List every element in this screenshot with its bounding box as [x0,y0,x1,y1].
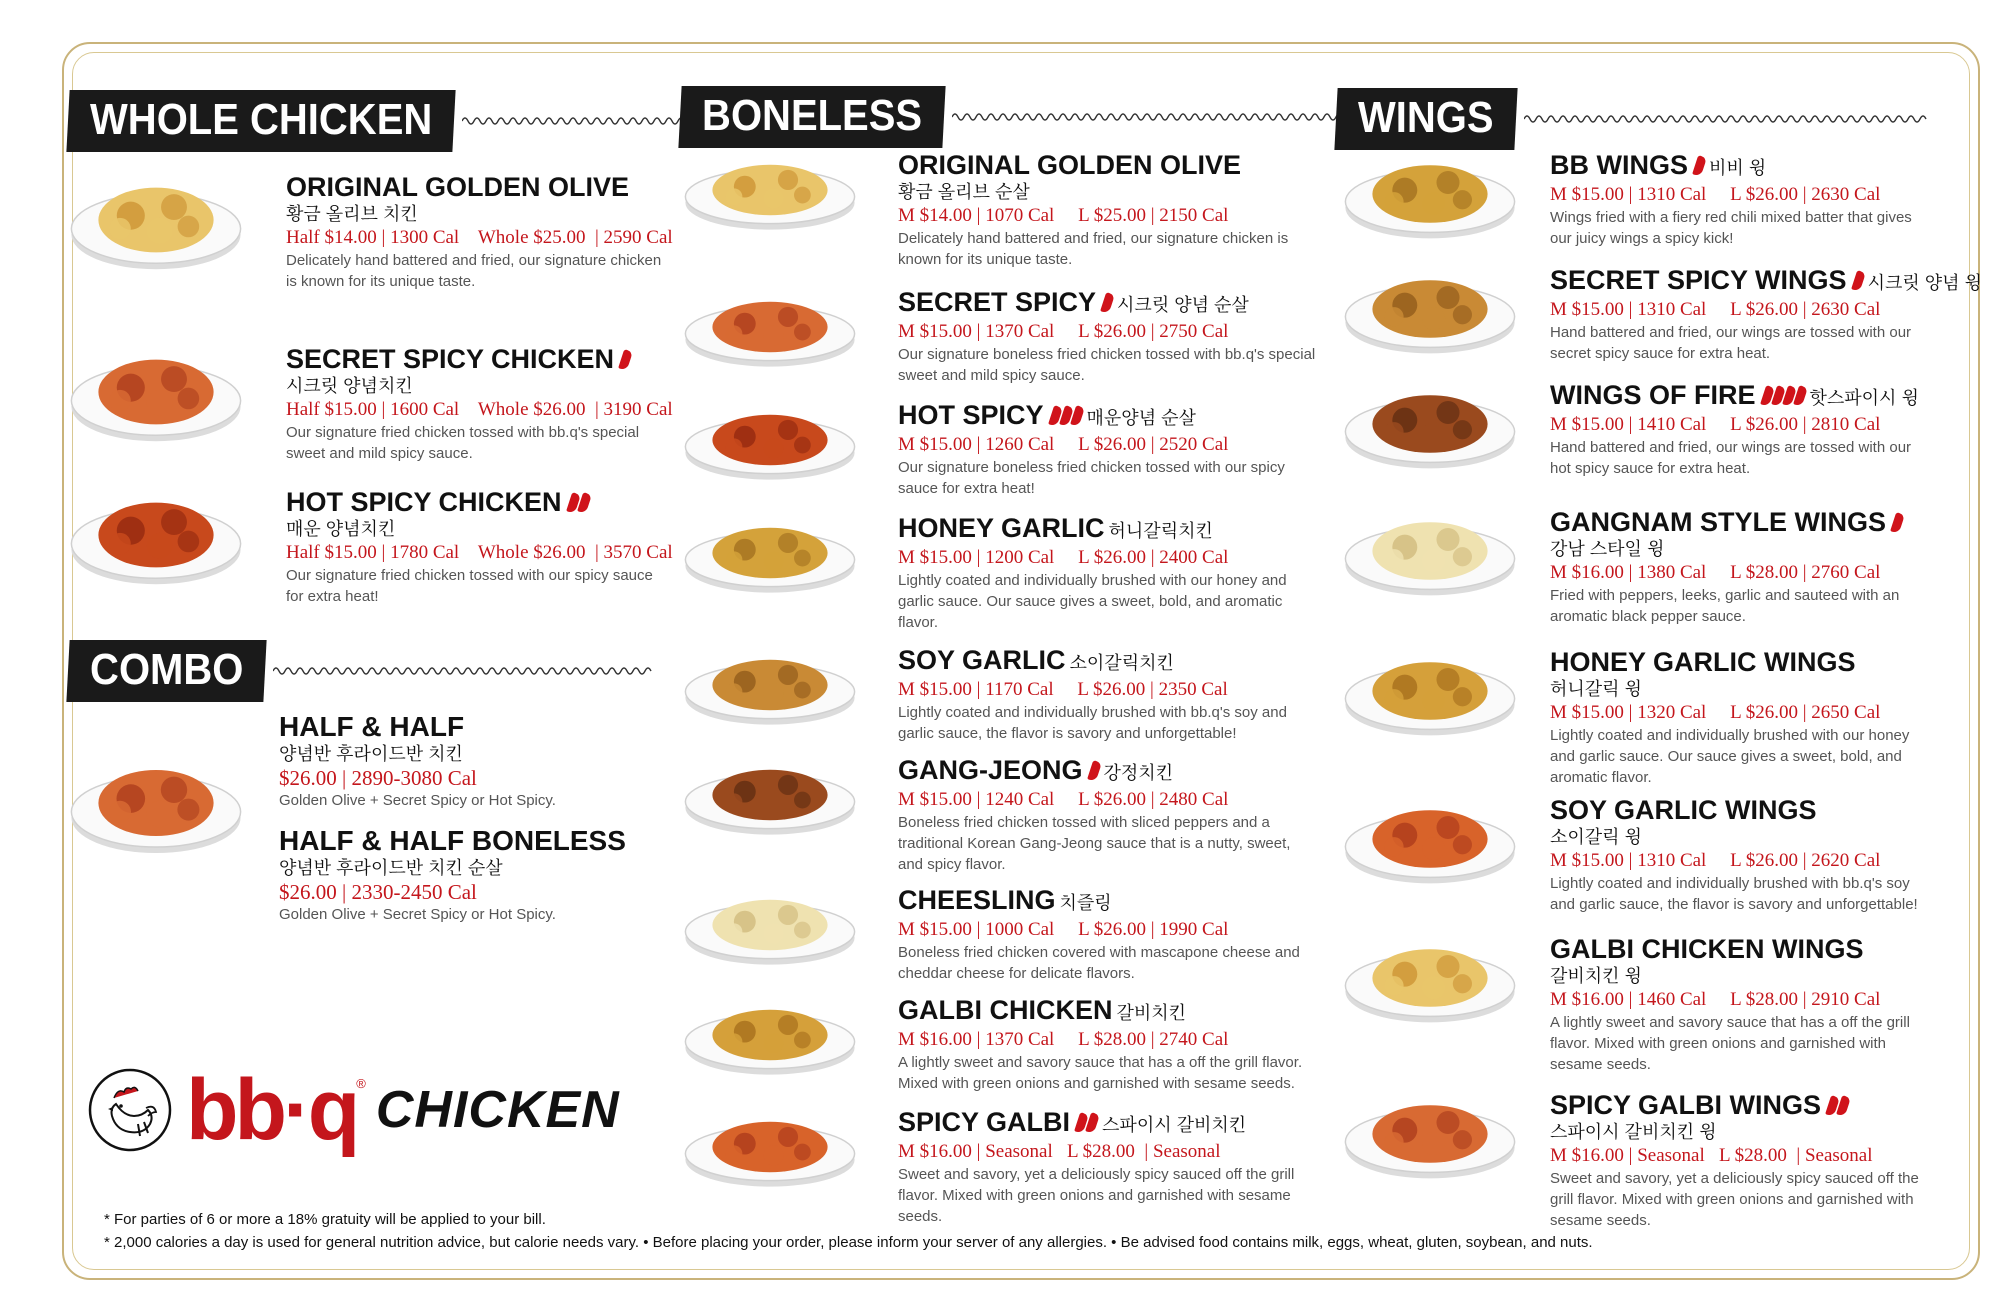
item-name-text: SPICY GALBI [898,1107,1071,1137]
wings-plate-image [1340,261,1520,357]
item-description: Golden Olive + Secret Spicy or Hot Spicy. [279,792,556,809]
item-name-text: SOY GARLIC WINGS [1550,795,1817,825]
item-name-text: CHEESLING [898,885,1056,915]
boneless-menu-item [898,150,1318,270]
wings-plate-image [1340,930,1520,1026]
item-name [898,150,1318,180]
item-korean-name: 양념반 후라이드반 치킨 [279,744,463,764]
boneless-menu-item [898,885,1318,984]
item-korean-name: 양념반 후라이드반 치킨 순살 [279,858,503,878]
item-price: M $15.00 | 1320 Cal L $26.00 | 2650 Cal [1550,702,1881,723]
item-korean-name: 갈비치킨 윙 [1550,966,1642,986]
item-description: Delicately hand battered and fried, our signature chicken is known for its unique taste. [286,252,662,290]
chili-pepper-icon [1694,150,1705,180]
item-korean-name: 매운 양념치킨 [286,519,396,539]
wings-menu-item [1550,1090,1920,1231]
item-name-text: WINGS OF FIRE [1550,380,1756,410]
item-name-text: HALF & HALF [279,711,465,742]
wings-plate-image [1340,643,1520,739]
whole-menu-item [286,344,673,464]
item-name-text: HOT SPICY CHICKEN [286,487,562,517]
item-description: Sweet and savory, yet a deliciously spicy sauced off the grill flavor. Mixed with green onions and garnished with sesame seeds. [898,1166,1295,1225]
squiggle-divider [1524,113,1934,125]
item-price: Half $15.00 | 1780 Cal Whole $26.00 | 3570 Cal [286,542,673,563]
item-korean-name: 강남 스타일 윙 [1550,539,1665,559]
item-price: $26.00 | 2330-2450 Cal [279,880,477,904]
item-description: Fried with peppers, leeks, garlic and sauteed with an aromatic black pepper sauce. [1550,587,1900,625]
item-name-text: GANGNAM STYLE WINGS [1550,507,1886,537]
wings-menu-item [1550,265,1982,364]
boneless-menu-item [898,513,1318,633]
item-price: $26.00 | 2890-3080 Cal [279,766,477,790]
item-price: M $15.00 | 1200 Cal L $26.00 | 2400 Cal [898,547,1229,568]
item-korean-name: 비비 윙 [1709,158,1767,178]
item-korean-name: 스파이시 갈비치킨 [1102,1115,1247,1135]
item-description: Our signature boneless fried chicken tossed with our spicy sauce for extra heat! [898,459,1285,497]
item-name-text: HONEY GARLIC WINGS [1550,647,1856,677]
item-korean-name: 황금 올리브 순살 [898,182,1030,202]
wings-plate-image [1340,376,1520,472]
item-description: Boneless fried chicken covered with mascapone cheese and cheddar cheese for delicate flavors. [898,944,1300,982]
combo-menu-item [279,712,659,811]
item-description: Hand battered and fried, our wings are tossed with our secret spicy sauce for extra heat. [1550,324,1912,362]
item-name-text: SECRET SPICY CHICKEN [286,344,615,374]
chili-pepper-icon [568,487,590,517]
section-title-whole-chicken: WHOLE CHICKEN [90,96,433,144]
item-korean-name: 매운양념 순살 [1086,408,1196,428]
boneless-menu-item [898,1107,1318,1227]
item-description: Lightly coated and individually brushed with bb.q's soy and garlic sauce, the flavor is savory and unforgettable! [1550,875,1918,913]
boneless-menu-item [898,400,1318,499]
item-description: Lightly coated and individually brushed with bb.q's soy and garlic sauce, the flavor is savory and unforgettable! [898,704,1287,742]
item-name [286,487,666,517]
boneless-plate-image [680,1105,860,1189]
section-header-boneless [680,86,1364,148]
section-header-wings [1336,88,1934,150]
item-name [286,172,666,202]
chili-pepper-icon [1762,380,1806,410]
item-korean-name: 핫스파이시 윙 [1809,388,1919,408]
item-name-text: SOY GARLIC [898,645,1066,675]
boneless-menu-item [898,645,1318,744]
boneless-plate-image [680,511,860,595]
item-price: Half $14.00 | 1300 Cal Whole $25.00 | 2590 Cal [286,227,673,248]
item-description: Delicately hand battered and fried, our signature chicken is known for its unique taste. [898,230,1289,268]
wings-plate-image [1340,146,1520,242]
item-name-text: BB WINGS [1550,150,1688,180]
chili-pepper-icon [1827,1090,1849,1120]
combo-plate-image [66,748,246,858]
item-name [898,287,1318,320]
item-name-text: ORIGINAL GOLDEN OLIVE [898,150,1242,180]
item-price: M $16.00 | Seasonal L $28.00 | Seasonal [898,1141,1221,1162]
item-price: M $15.00 | 1310 Cal L $26.00 | 2620 Cal [1550,850,1881,871]
item-name [898,400,1318,433]
item-description: Our signature fried chicken tossed with our spicy sauce for extra heat! [286,567,653,605]
item-name [898,1107,1318,1140]
whole-chicken-plate-image [66,338,246,446]
squiggle-divider [273,665,653,677]
item-name [1550,1090,1920,1120]
logo-bbq-wordmark: bb·q [186,1062,357,1158]
item-name [286,344,666,374]
whole-menu-item [286,172,673,292]
item-name [898,513,1318,546]
item-korean-name: 소이갈릭 윙 [1550,827,1642,847]
item-price: M $15.00 | 1410 Cal L $26.00 | 2810 Cal [1550,414,1881,435]
item-name [279,826,659,856]
item-name-text: SECRET SPICY WINGS [1550,265,1847,295]
item-name [1550,795,1920,825]
item-price: M $15.00 | 1000 Cal L $26.00 | 1990 Cal [898,919,1229,940]
item-price: M $15.00 | 1170 Cal L $26.00 | 2350 Cal [898,679,1228,700]
item-description: Lightly coated and individually brushed with our honey and garlic sauce. Our sauce gives a sweet, bold, and aromatic flavor. [1550,727,1910,786]
item-description: Hand battered and fried, our wings are tossed with our hot spicy sauce for extra heat. [1550,439,1912,477]
whole-chicken-plate-image [66,481,246,589]
registered-mark: ® [356,1076,366,1091]
boneless-plate-image [680,148,860,232]
item-name [898,645,1318,678]
squiggle-divider [952,111,1364,123]
chili-pepper-icon [1050,400,1083,430]
item-price: M $16.00 | 1380 Cal L $28.00 | 2760 Cal [1550,562,1881,583]
item-korean-name: 갈비치킨 [1116,1003,1187,1023]
item-korean-name: 시크릿 양념 윙 [1867,273,1982,293]
item-name [1550,647,1920,677]
item-name-text: GALBI CHICKEN WINGS [1550,934,1864,964]
chili-pepper-icon [1102,287,1113,317]
item-price: M $16.00 | Seasonal L $28.00 | Seasonal [1550,1145,1873,1166]
section-title-wings: WINGS [1358,94,1494,142]
item-description: Boneless fried chicken tossed with sliced peppers and a traditional Korean Gang-Jeong sauce that is a nutty, sweet, and spicy flavor. [898,814,1291,873]
footnote-calories-allergies: * 2,000 calories a day is used for general nutrition advice, but calorie needs vary. • Before placing your order, please inform your server of any allergies. • Be advised food contains milk, eggs, wheat, gluten, soybean, and nuts. [104,1234,1593,1251]
item-korean-name: 강정치킨 [1103,763,1174,783]
item-name-text: SPICY GALBI WINGS [1550,1090,1822,1120]
item-price: M $15.00 | 1310 Cal L $26.00 | 2630 Cal [1550,299,1881,320]
boneless-plate-image [680,883,860,967]
item-name-text: HONEY GARLIC [898,513,1105,543]
item-korean-name: 황금 올리브 치킨 [286,204,418,224]
item-korean-name: 허니갈릭치킨 [1108,521,1213,541]
section-header-combo [68,640,653,702]
item-description: Our signature fried chicken tossed with bb.q's special sweet and mild spicy sauce. [286,424,640,462]
item-name [898,755,1318,788]
item-name [279,712,659,742]
item-name-text: HOT SPICY [898,400,1044,430]
logo-chicken-wordmark: CHICKEN [375,1081,620,1139]
wings-menu-item [1550,934,1920,1075]
item-korean-name: 허니갈릭 윙 [1550,679,1642,699]
whole-chicken-plate-image [66,166,246,274]
item-name [1550,934,1920,964]
item-name-text: HALF & HALF BONELESS [279,825,626,856]
chili-pepper-icon [1089,755,1100,785]
item-name [1550,150,1920,183]
boneless-plate-image [680,398,860,482]
boneless-menu-item [898,755,1318,875]
section-title-boneless: BONELESS [702,92,923,140]
item-description: Sweet and savory, yet a deliciously spicy sauced off the grill flavor. Mixed with green onions and garnished with sesame seeds. [1550,1170,1919,1229]
wings-menu-item [1550,795,1920,915]
wings-plate-image [1340,791,1520,887]
boneless-menu-item [898,995,1318,1094]
item-name [1550,265,1982,298]
item-korean-name: 시크릿 양념치킨 [286,376,413,396]
combo-menu-item [279,826,659,925]
squiggle-divider [462,115,712,127]
boneless-menu-item [898,287,1318,386]
item-name-text: SECRET SPICY [898,287,1097,317]
item-price: M $16.00 | 1370 Cal L $28.00 | 2740 Cal [898,1029,1229,1050]
item-korean-name: 시크릿 양념 순살 [1117,295,1249,315]
chili-pepper-icon [1853,265,1864,295]
item-price: M $16.00 | 1460 Cal L $28.00 | 2910 Cal [1550,989,1881,1010]
wings-plate-image [1340,503,1520,599]
item-price: M $15.00 | 1370 Cal L $26.00 | 2750 Cal [898,321,1229,342]
item-description: Golden Olive + Secret Spicy or Hot Spicy. [279,906,556,923]
whole-menu-item [286,487,673,607]
item-description: Lightly coated and individually brushed with our honey and garlic sauce. Our sauce gives a sweet, bold, and aromatic flavor. [898,572,1287,631]
item-description: A lightly sweet and savory sauce that has a off the grill flavor. Mixed with green onions and garnished with sesame seeds. [898,1054,1303,1092]
item-korean-name: 스파이시 갈비치킨 윙 [1550,1122,1717,1142]
item-name-text: ORIGINAL GOLDEN OLIVE [286,172,630,202]
item-price: M $15.00 | 1240 Cal L $26.00 | 2480 Cal [898,789,1229,810]
item-name-text: GALBI CHICKEN [898,995,1113,1025]
chili-pepper-icon [620,344,631,374]
wings-menu-item [1550,380,1920,479]
item-price: M $14.00 | 1070 Cal L $25.00 | 2150 Cal [898,205,1229,226]
section-title-combo: COMBO [90,646,244,694]
item-korean-name: 치즐링 [1059,893,1112,913]
item-name-text: GANG-JEONG [898,755,1083,785]
boneless-plate-image [680,993,860,1077]
boneless-plate-image [680,753,860,837]
item-description: A lightly sweet and savory sauce that has a off the grill flavor. Mixed with green onions and garnished with sesame seeds. [1550,1014,1910,1073]
wings-menu-item [1550,150,1920,249]
item-name [898,995,1318,1028]
item-description: Wings fried with a fiery red chili mixed batter that gives our juicy wings a spicy kick! [1550,209,1912,247]
item-description: Our signature boneless fried chicken tossed with bb.q's special sweet and mild spicy sauce. [898,346,1316,384]
wings-menu-item [1550,647,1920,788]
boneless-plate-image [680,643,860,727]
chili-pepper-icon [1076,1107,1098,1137]
item-name [1550,507,1920,537]
item-price: M $15.00 | 1260 Cal L $26.00 | 2520 Cal [898,434,1229,455]
item-name [1550,380,1920,413]
item-korean-name: 소이갈릭치킨 [1069,653,1174,673]
rooster-emblem-icon [88,1068,172,1152]
item-price: Half $15.00 | 1600 Cal Whole $26.00 | 3190 Cal [286,399,673,420]
wings-menu-item [1550,507,1920,627]
chili-pepper-icon [1892,507,1903,537]
bbq-chicken-logo [88,1062,620,1158]
wings-plate-image [1340,1086,1520,1182]
section-header-whole-chicken [68,90,712,152]
item-name [898,885,1318,918]
item-price: M $15.00 | 1310 Cal L $26.00 | 2630 Cal [1550,184,1881,205]
footnote-gratuity: * For parties of 6 or more a 18% gratuity will be applied to your bill. [104,1211,546,1228]
boneless-plate-image [680,285,860,369]
